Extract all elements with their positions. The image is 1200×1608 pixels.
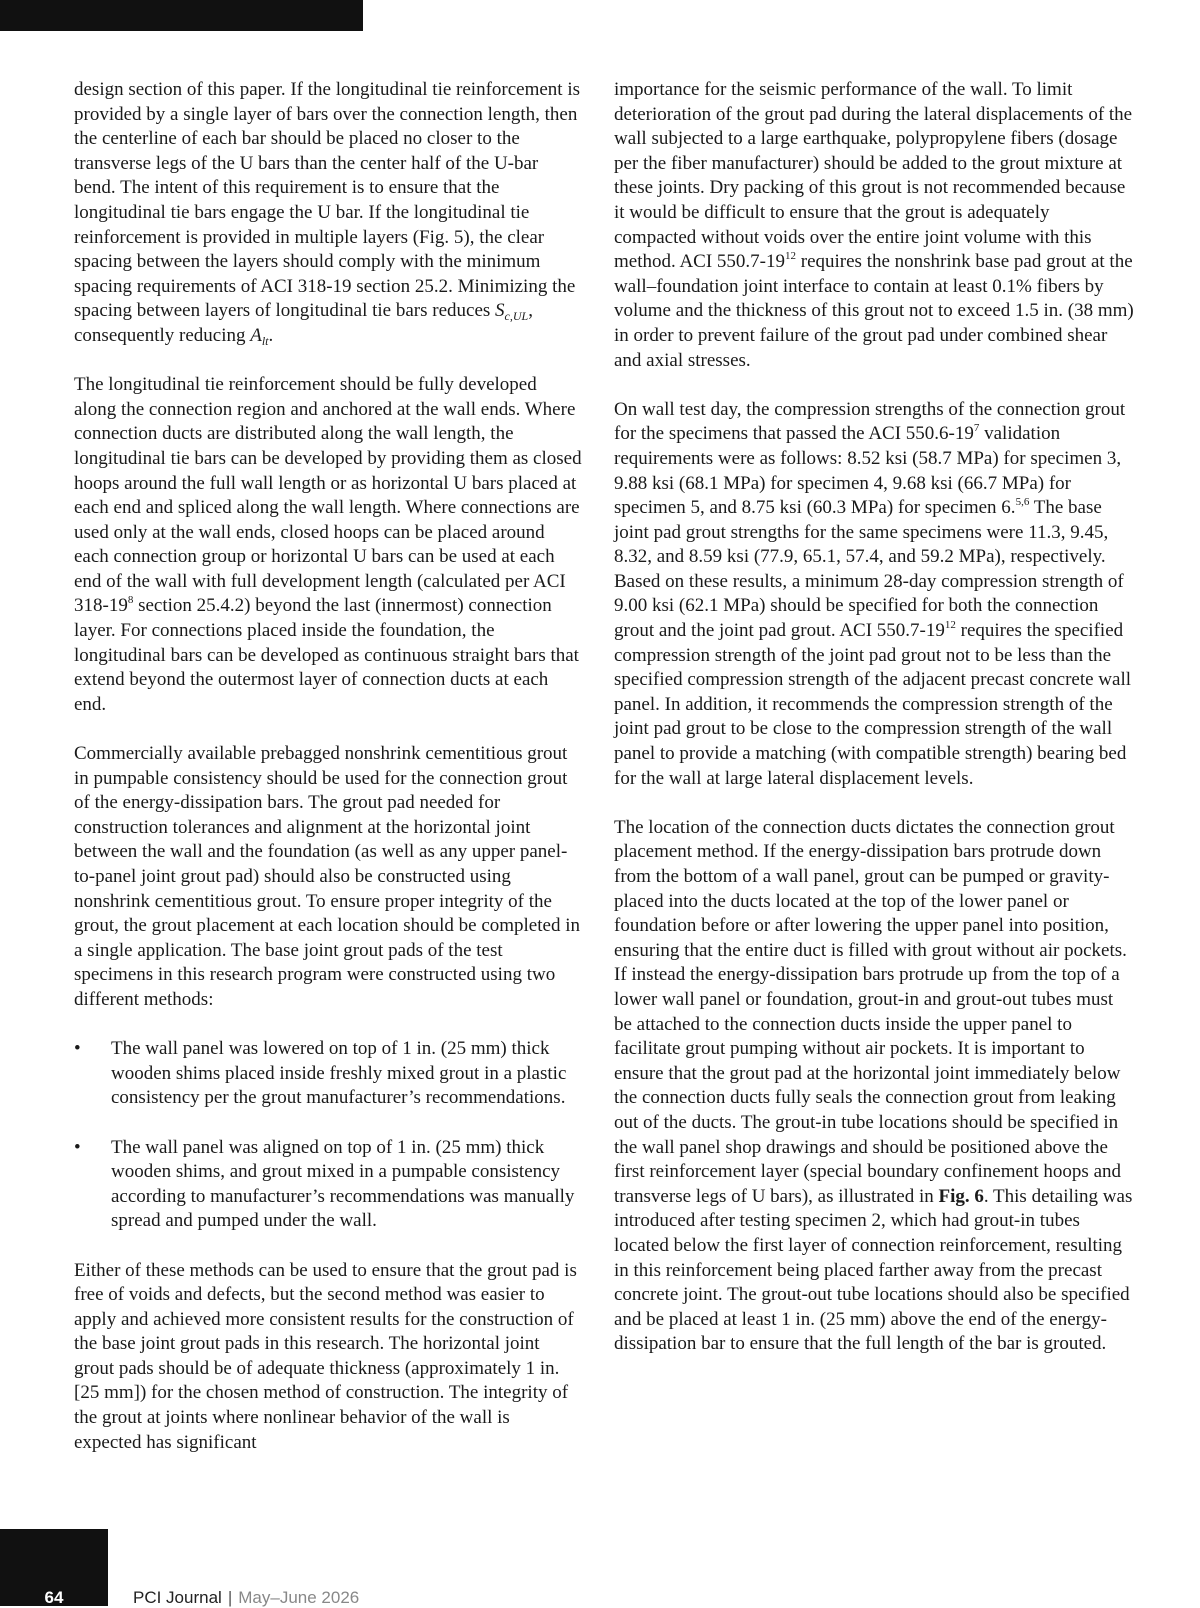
- paragraph: Either of these methods can be used to ensure that the grout pad is free of voids and defects, but the second method was easier to apply and achieved more consistent results for the construction of the base joint grout pads in this research. The horizontal joint grout pads should be of adequate thickness (approximately 1 in. [25 mm]) for the chosen method of construction. The integrity of the grout at joints where nonlinear behavior of the wall is expected has significant: [74, 1259, 577, 1453]
- paragraph: The location of the connection ducts dictates the connection grout placement method. If the energy-dissipation bars protrude down from the bottom of a wall panel, grout can be pumped or gravity-placed into the ducts located at the top of the lower panel or foundation before or after lowering the upper panel into position, ensuring that the entire duct is filled with grout without air pockets. If instead the energy-dissipation bars protrude up from the top of a lower wall panel or foundation, grout-in and grout-out tubes must be attached to the connection ducts inside the upper panel to facilitate grout pumping without air pockets. It is important to ensure that the grout pad at the horizontal joint immediately below the connection ducts fully seals the connection grout from leaking out of the ducts. The grout-in tube locations should be specified in the wall panel shop drawings and should be positioned above the first reinforcement layer (special boundary confinement hoops and transverse legs of U bars), as illustrated in Fig. 6. This detailing was introduced after testing specimen 2, which had grout-in tubes located below the first layer of connection reinforcement, resulting in this reinforcement being placed farther away from the precast concrete joint. The grout-out tube locations should also be specified and be placed at least 1 in. (25 mm) above the end of the energy-dissipation bar to ensure that the full length of the bar is grouted.: [614, 816, 1133, 1355]
- paragraph: The longitudinal tie reinforcement should be fully developed along the connection region and anchored at the wall ends. Where connection ducts are distributed along the wall length, the longitudinal tie bars can be developed by providing them as closed hoops around the full wall length or as horizontal U bars placed at each end and spliced along the wall length. Where connections are used only at the wall ends, closed hoops can be placed around each connection group or horizontal U bars can be used at each end of the wall with full development length (calculated per ACI $318-19^8$ section 25.4.2) beyond the last (innermost) connection layer. For connections placed inside the foundation, the longitudinal bars can be developed as continuous straight bars that extend beyond the outermost layer of connection ducts at each end.: [74, 374, 582, 715]
- right-column: [614, 78, 1134, 1381]
- paragraph: On wall test day, the compression strengths of the connection grout for the specimens that passed the ACI $550.6-19^7$ validation requirements were as follows: 8.52 ksi (58.7 MPa) for specimen 3, 9.88 ksi (68.1 MPa) for specimen 4, 9.68 ksi (66.7 MPa) for specimen 5, and 8.75 ksi (60.3 MPa) for specimen 6.$^{5,6}$ The base joint pad grout strengths for the same specimens were 11.3, 9.45, 8.32, and 8.59 ksi (77.9, 65.1, 57.4, and 59.2 MPa), respectively. Based on these results, a minimum 28-day compression strength of 9.00 ksi (62.1 MPa) should be specified for both the connection grout and the joint pad grout. ACI $550.7-19^{12}$ requires the specified compression strength of the joint pad grout not to be less than the specified compression strength of the adjacent precast concrete wall panel. In addition, it recommends the compression strength of the joint pad grout to be close to the compression strength of the wall panel to provide a matching (with compatible strength) bearing bed for the wall at large lateral displacement levels.: [614, 398, 1132, 789]
- bullet-list: [74, 1037, 582, 1234]
- paragraph: design section of this paper. If the longitudinal tie reinforcement is provided by a single layer of bars over the connection length, then the centerline of each bar should be placed no closer to the transverse legs of the U bars than the center half of the U-bar bend. The intent of this requirement is to ensure that the longitudinal tie bars engage the U bar. If the longitudinal tie reinforcement is provided in multiple layers (Fig. 5), the clear spacing between the layers should comply with the minimum spacing requirements of ACI 318-19 section 25.2. Minimizing the spacing between layers of longitudinal tie bars reduces $S_{c,UL}$, consequently reducing $A_{lt}$.: [74, 79, 581, 348]
- list-item: • The wall panel was aligned on top of 1 in. (25 mm) thick wooden shims, and grout mixed in a pumpable consistency according to manufacturer’s recommendations was manually spread and pumped under the wall.: [74, 1136, 582, 1234]
- running-footer: [133, 1588, 359, 1608]
- footer-separator: |: [227, 1588, 233, 1607]
- header-bar: [0, 0, 363, 31]
- paragraph: Commercially available prebagged nonshrink cementitious grout in pumpable consistency should be used for the connection grout of the energy-dissipation bars. The grout pad needed for construction tolerances and alignment at the horizontal joint between the wall and the foundation (as well as any upper panel-to-panel joint grout pad) should also be constructed using nonshrink cementitious grout. To ensure proper integrity of the grout, the grout placement at each location should be completed in a single application. The base joint grout pads of the test specimens in this research program were constructed using two different methods:: [74, 743, 580, 1010]
- journal-name: PCI Journal: [133, 1588, 222, 1607]
- paragraph: importance for the seismic performance of the wall. To limit deterioration of the grout pad during the lateral displacements of the wall subjected to a large earthquake, polypropylene fibers (dosage per the fiber manufacturer) should be added to the grout mixture at these joints. Dry packing of this grout is not recommended because it would be difficult to ensure that the grout is adequately compacted without voids over the entire joint volume with this method. ACI $550.7-19^{12}$ requires the nonshrink base pad grout at the wall–foundation joint interface to contain at least 0.1% fibers by volume and the thickness of this grout not to exceed 1.5 in. (38 mm) in order to prevent failure of the grout pad under combined shear and axial stresses.: [614, 79, 1134, 371]
- left-column: [74, 78, 582, 1480]
- figure-reference[interactable]: Fig. 6: [938, 1185, 984, 1207]
- list-item: • The wall panel was lowered on top of 1 in. (25 mm) thick wooden shims placed inside freshly mixed grout in a plastic consistency per the grout manufacturer’s recommendations.: [74, 1037, 582, 1111]
- issue-date: May–June 2026: [238, 1588, 360, 1607]
- page-number: 64: [44, 1588, 64, 1607]
